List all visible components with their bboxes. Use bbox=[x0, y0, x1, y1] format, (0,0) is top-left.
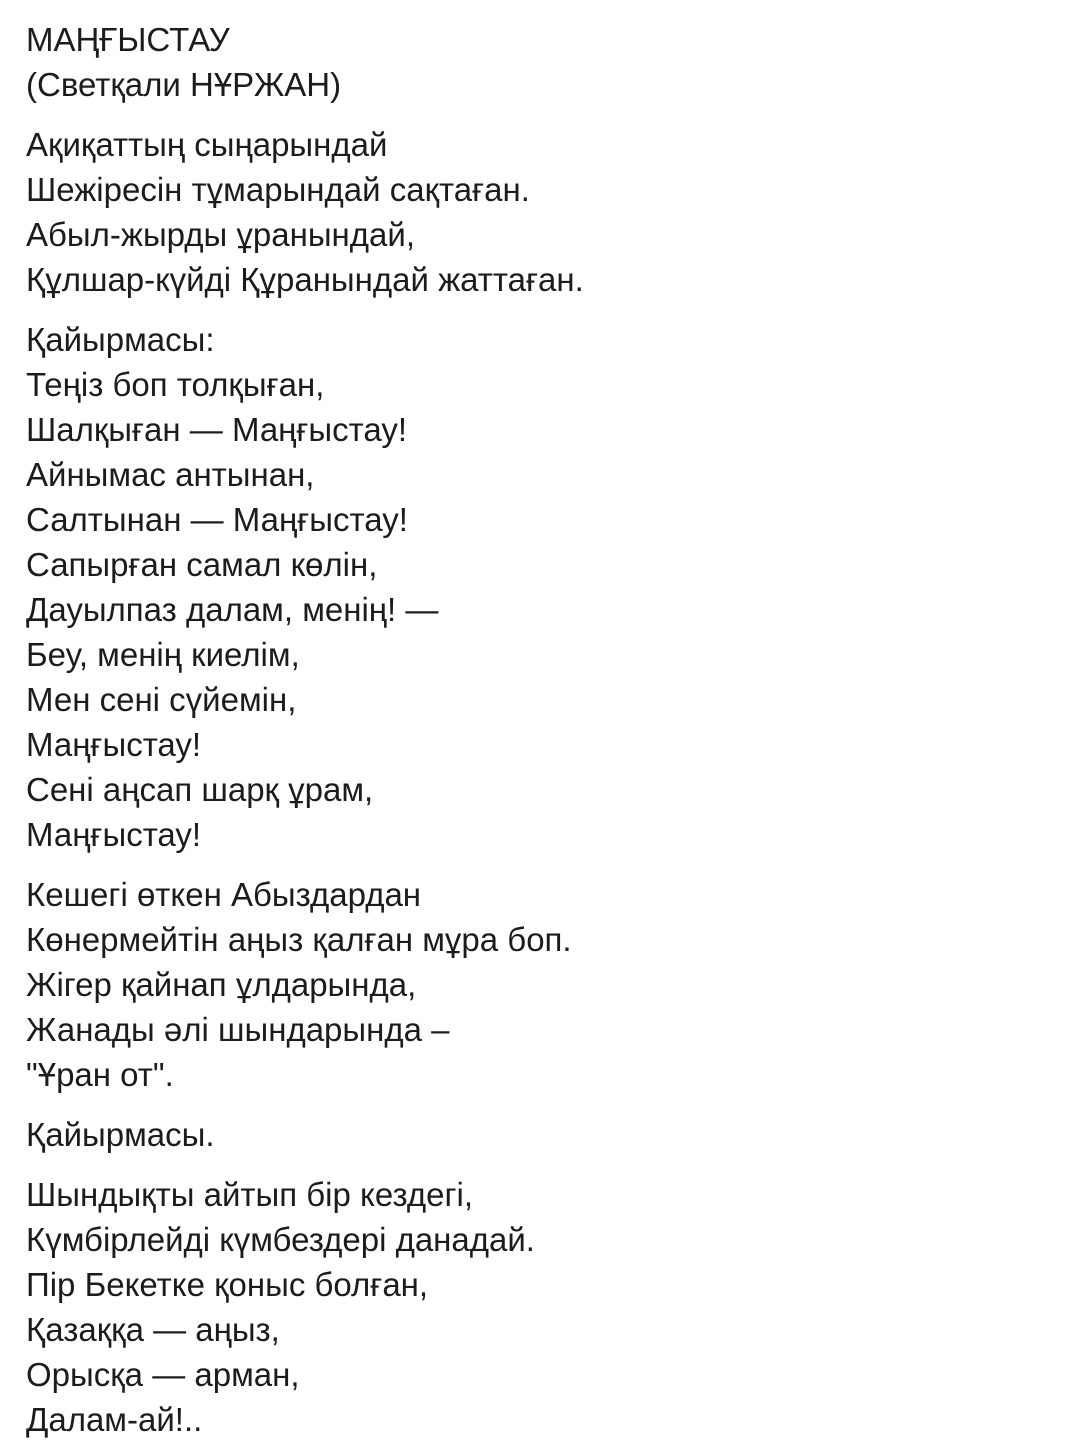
verse-line: Пір Бекетке қоныс болған, bbox=[26, 1266, 429, 1303]
chorus-line: Салтынан — Маңғыстау! bbox=[26, 501, 408, 538]
verse-line: Орысқа — арман, bbox=[26, 1356, 300, 1393]
chorus-reference bbox=[26, 1112, 1056, 1157]
poem-author: (Светқали НҰРЖАН) bbox=[26, 66, 342, 103]
chorus-line: Маңғыстау! bbox=[26, 726, 202, 763]
chorus-line: Шалқыған — Маңғыстау! bbox=[26, 411, 408, 448]
verse-line: Ақиқаттың сыңарындай bbox=[26, 126, 388, 163]
verse-line: Күмбірлейді күмбездері данадай. bbox=[26, 1221, 535, 1258]
verse-line: Құлшар-күйді Құранындай жаттаған. bbox=[26, 261, 584, 298]
verse-line: Далам-ай!.. bbox=[26, 1401, 203, 1438]
poem-title: МАҢҒЫСТАУ bbox=[26, 21, 230, 58]
verse-2 bbox=[26, 872, 1056, 1097]
verse-line: Шежіресін тұмарындай сақтаған. bbox=[26, 171, 530, 208]
poem-header bbox=[26, 17, 1056, 107]
verse-line: Қазаққа — аңыз, bbox=[26, 1311, 280, 1348]
verse-line: Кешегі өткен Абыздардан bbox=[26, 876, 422, 913]
verse-1 bbox=[26, 122, 1056, 302]
chorus-line: Сапырған самал көлін, bbox=[26, 546, 378, 583]
chorus-line: Мен сені сүйемін, bbox=[26, 681, 297, 718]
poem-document bbox=[26, 17, 1056, 1442]
verse-line: Шындықты айтып бір кездегі, bbox=[26, 1176, 473, 1213]
verse-line: Көнермейтін аңыз қалған мұра боп. bbox=[26, 921, 572, 958]
verse-line: Абыл-жырды ұранындай, bbox=[26, 216, 415, 253]
verse-line: Жігер қайнап ұлдарында, bbox=[26, 966, 417, 1003]
chorus-line: Сені аңсап шарқ ұрам, bbox=[26, 771, 374, 808]
chorus-line: Теңіз боп толқыған, bbox=[26, 366, 325, 403]
chorus-line: Айнымас антынан, bbox=[26, 456, 315, 493]
verse-line: Жанады әлі шындарында – bbox=[26, 1011, 450, 1048]
chorus bbox=[26, 317, 1056, 857]
chorus-line: Беу, менің киелім, bbox=[26, 636, 300, 673]
verse-3 bbox=[26, 1172, 1056, 1442]
chorus-heading: Қайырмасы: bbox=[26, 321, 215, 358]
chorus-line: Дауылпаз далам, менің! — bbox=[26, 591, 439, 628]
chorus-line: Маңғыстау! bbox=[26, 816, 202, 853]
verse-line: "Ұран от". bbox=[26, 1056, 174, 1093]
chorus-ref-line: Қайырмасы. bbox=[26, 1116, 215, 1153]
